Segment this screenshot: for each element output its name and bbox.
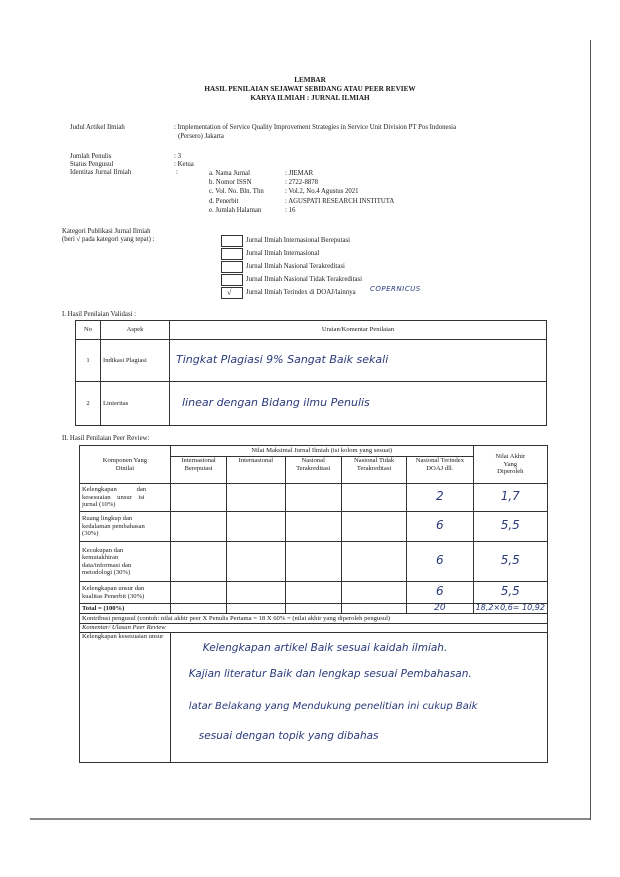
identitas-item-label: b. Nomor ISSN	[209, 179, 252, 186]
empty-cell	[170, 512, 226, 542]
komentar-header-row	[80, 624, 548, 633]
komponen-line: Ruang lingkup dan	[82, 515, 133, 523]
row-no: 1	[76, 340, 101, 382]
nilai-akhir: 1,7	[500, 488, 520, 503]
section-peer-title: II. Hasil Penilaian Peer Review:	[62, 435, 150, 442]
header-line-3: KARYA ILMIAH : JURNAL ILMIAH	[250, 94, 370, 102]
kategori-hint: (beri √ pada kategori yang tepat) :	[62, 236, 155, 243]
subcol-line: Nasional Tidak	[354, 457, 395, 464]
komponen-cell	[80, 484, 171, 512]
komentar-row	[80, 632, 548, 762]
col-uraian-header: Uraian/Komentar Penilaian	[170, 321, 547, 340]
penulis-label: Jumlah Penulis	[70, 153, 112, 160]
empty-cell	[341, 604, 406, 614]
subcol-line: Terakreditasi	[356, 464, 392, 472]
identitas-item-value: : 16	[285, 207, 296, 214]
komponen-line: kesesuaian unsur isi	[82, 493, 145, 501]
empty-cell	[285, 484, 341, 512]
empty-cell	[227, 542, 285, 582]
komponen-line: Kecukupan dan	[82, 546, 124, 554]
identitas-label: Identitas Jurnal Ilmiah	[70, 169, 132, 176]
nilai-akhir-cell	[473, 484, 547, 512]
komponen-line: kualitas Penerbit (30%)	[82, 592, 145, 600]
doaj-score-cell	[407, 512, 473, 542]
table-row	[80, 484, 548, 512]
kategori-checkbox-checked[interactable]	[221, 287, 243, 299]
komponen-header	[80, 446, 171, 484]
row-no: 2	[76, 382, 101, 426]
komponen-line: Kelengkapan unsur dan	[82, 585, 145, 592]
row-aspek: Linieritas	[101, 382, 170, 426]
identitas-item-value: : 2722-8878	[285, 179, 319, 186]
empty-cell	[285, 582, 341, 604]
nilai-akhir: 5,5	[500, 583, 520, 598]
header-line-2: HASIL PENILAIAN SEJAWAT SEBIDANG ATAU PEER REVIEW	[204, 85, 416, 93]
nilai-akhir-header-line: Diperoleh	[497, 468, 524, 476]
komponen-line: (30%)	[82, 530, 99, 538]
identitas-item-label: a. Nama Jurnal	[209, 170, 250, 177]
row-komentar: Tingkat Plagiasi 9% Sangat Baik sekali	[176, 352, 389, 366]
total-label: Total = (100%)	[80, 604, 171, 614]
col-aspek-header: Aspek	[101, 321, 170, 340]
validasi-table	[75, 320, 547, 426]
kontribusi-row	[80, 614, 548, 624]
nilai-akhir-cell	[473, 512, 547, 542]
table-row	[80, 542, 548, 582]
kategori-option-label: Jurnal Ilmiah Internasional	[246, 250, 320, 257]
subcol-header	[170, 457, 226, 484]
identitas-item-label: d. Penerbit	[209, 198, 239, 205]
handwritten-index-note: COPERNICUS	[370, 285, 421, 293]
checkbox-mark: √	[227, 288, 232, 297]
kategori-checkbox[interactable]	[221, 274, 243, 286]
komponen-header-line: Dinilai	[115, 464, 135, 472]
kategori-label: Kategori Publikasi Jurnal Ilmiah	[62, 228, 151, 235]
identitas-item-value: : JIEMAR	[285, 170, 314, 177]
status-label: Status Pengusul	[70, 161, 114, 168]
komponen-header-line: Komponen Yang	[102, 457, 148, 464]
nilai-akhir-header-line: Nilai Akhir	[495, 453, 526, 461]
nilai-maksimal-header: Nilai Maksimal Jurnal Ilmiah (isi kolom yang sesuai)	[170, 446, 473, 457]
total-row	[80, 604, 548, 614]
col-no-header: No	[76, 321, 101, 340]
komentar-line: Kelengkapan artikel Baik sesuai kaidah ilmiah.	[202, 641, 448, 654]
empty-cell	[227, 484, 285, 512]
judul-label: Judul Artikel Ilmiah	[70, 124, 125, 131]
row-komentar-cell	[170, 382, 547, 426]
doaj-score: 2	[436, 488, 444, 503]
nilai-akhir-cell	[473, 582, 547, 604]
nilai-akhir-header-line: Yang	[503, 460, 518, 468]
empty-cell	[341, 512, 406, 542]
nilai-akhir-cell	[473, 542, 547, 582]
empty-cell	[341, 542, 406, 582]
subcol-header	[285, 457, 341, 484]
subcol-line: Nasional	[301, 457, 325, 464]
identitas-item-label: c. Vol. No. Bln. Thn	[209, 188, 264, 195]
subcol-line: Internasional	[181, 457, 216, 464]
komentar-line: sesuai dengan topik yang dibahas	[198, 729, 379, 742]
komentar-line: Kajian literatur Baik dan lengkap sesuai Pembahasan.	[188, 667, 472, 680]
nilai-akhir: 5,5	[500, 517, 520, 532]
total-doaj: 20	[434, 602, 446, 613]
row-aspek: Indikasi Plagiasi	[101, 340, 170, 382]
komponen-line: data/informasi dan	[82, 561, 132, 569]
row-komentar: linear dengan Bidang ilmu Penulis	[182, 395, 370, 409]
komentar-line: latar Belakang yang Mendukung penelitian ini cukup Baik	[188, 700, 478, 712]
total-akhir-cell	[473, 604, 547, 614]
identitas-item-value: : Vol.2, No.4 Agustus 2021	[285, 188, 359, 195]
doaj-score: 6	[436, 517, 444, 532]
total-akhir: 18,2×0,6= 10,92	[475, 603, 545, 613]
empty-cell	[341, 484, 406, 512]
empty-cell	[227, 512, 285, 542]
komentar-label: Komentar/ Ulasan Peer Review	[80, 624, 548, 633]
empty-cell	[285, 542, 341, 582]
empty-cell	[285, 512, 341, 542]
komponen-cell	[80, 512, 171, 542]
komponen-cell	[80, 582, 171, 604]
identitas-colon: :	[176, 169, 178, 176]
section-validasi-title: I. Hasil Penilaian Validasi :	[62, 311, 137, 318]
empty-cell	[227, 604, 285, 614]
identitas-item-label: e. Jumlah Halaman	[209, 207, 262, 214]
judul-value-1: : Implementation of Service Quality Improvement Strategies in Service Unit Division PT Pos Indonesia	[174, 124, 457, 131]
doaj-score-cell	[407, 542, 473, 582]
subcol-line: Terakreditasi	[296, 464, 331, 472]
kategori-option-label: Jurnal Ilmiah Nasional Terakreditasi	[246, 263, 345, 270]
empty-cell	[170, 582, 226, 604]
komentar-body	[170, 632, 547, 762]
empty-cell	[227, 582, 285, 604]
table-row	[80, 512, 548, 542]
subcol-line: Bereputasi	[184, 464, 213, 472]
nilai-akhir-header	[473, 446, 547, 484]
subcol-header	[341, 457, 406, 484]
komponen-line: Kelengkapan dan	[82, 486, 147, 494]
subcol-line: Internasional	[238, 457, 274, 464]
table-row	[76, 340, 547, 382]
komponen-cell	[80, 542, 171, 582]
table-row	[80, 582, 548, 604]
judul-value-2: (Persero) Jakarta	[178, 133, 224, 140]
table-row	[76, 382, 547, 426]
empty-cell	[170, 604, 226, 614]
nilai-akhir: 5,5	[500, 552, 520, 567]
subcol-header	[407, 457, 473, 484]
identitas-item-value: : AGUSPATI RESEARCH INSTITUTA	[285, 198, 395, 205]
empty-cell	[170, 484, 226, 512]
empty-cell	[170, 542, 226, 582]
komentar-sub: Kelengkapan kesesuaian unsur	[80, 632, 171, 762]
subcol-line: Nasional Terindex	[415, 457, 465, 464]
komponen-line: metodologi (30%)	[82, 569, 131, 576]
page-edge-right	[590, 40, 591, 820]
row-komentar-cell	[170, 340, 547, 382]
doaj-score: 6	[436, 583, 444, 598]
kategori-option-label: Jurnal Ilmiah Terindex di DOAJ/lainnya	[246, 289, 356, 296]
kategori-option-label: Jurnal Ilmiah Internasional Bereputasi	[246, 237, 350, 244]
doaj-score: 6	[436, 552, 444, 567]
komponen-line: jurnal (10%)	[82, 501, 116, 509]
peer-review-table	[79, 445, 548, 763]
komponen-line: kemutakhiran	[82, 554, 119, 561]
subcol-line: DOAJ dll.	[426, 464, 454, 472]
kategori-checkbox[interactable]	[221, 248, 243, 260]
header-line-1: LEMBAR	[294, 76, 326, 84]
empty-cell	[341, 582, 406, 604]
empty-cell	[285, 604, 341, 614]
page-edge-bottom	[30, 818, 590, 820]
kategori-option-label: Jurnal Ilmiah Nasional Tidak Terakreditasi	[246, 276, 363, 283]
kategori-checkbox[interactable]	[221, 261, 243, 273]
kontribusi-text: Kontribusi pengusul (contoh: nilai akhir peer X Penulis Pertama = 18 X 60% = (nilai akhir yang diperoleh pengusul)	[80, 614, 548, 624]
doaj-score-cell	[407, 484, 473, 512]
total-doaj-cell	[407, 604, 473, 614]
komponen-line: kedalaman pembahasan	[82, 522, 145, 530]
kategori-checkbox[interactable]	[221, 235, 243, 247]
penulis-value: : 3	[174, 153, 181, 160]
status-value: : Ketua	[174, 161, 194, 168]
doaj-score-cell	[407, 582, 473, 604]
subcol-header	[227, 457, 285, 484]
